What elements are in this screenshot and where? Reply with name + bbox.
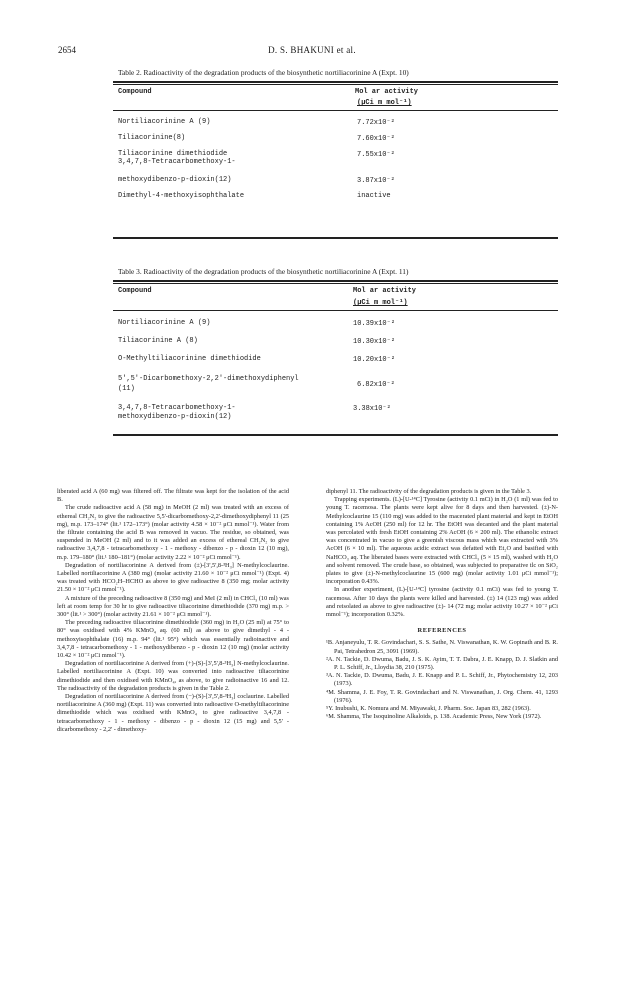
table3-row-value: 10.20x10⁻² (353, 356, 396, 364)
table2-header-rule (113, 110, 558, 111)
paragraph: In another experiment, (L)-[U-¹⁴C] tyrosine (activity 0.1 mCi) was fed to young T. racemosa. After 10 days the plants were killed and harvested. (±) 14 (123 mg) was added and reisolated as above to give radioactive (±)- 14 (72 mg; molar activity 10.27 × 10⁻² μCi mmol⁻¹); incorporation 0.32%. (326, 586, 558, 619)
table2-row-name: Tiliacorinine dimethiodide (118, 150, 228, 158)
table3-row-name: 5',5'-Dicarbomethoxy-2,2'-dimethoxydiphenyl (118, 375, 299, 383)
paragraph: The crude radioactive acid A (58 mg) in MeOH (2 ml) was treated with an excess of ethereal CH₂N₂ to give the radioactive 5,5'-dicarbomethoxy-2,2'-dimethoxydiphenyl 11 (25 mg), m.p. 173–174° (lit.¹ 172–173°) (molar activity 4.58 × 10⁻² μCi mmol⁻¹). Water from the filtrate containing the acid B was removed in vacuo. The residue, so obtained, was suspended in MeOH (2 ml) and to it was added an excess of ethereal CH₂N₂ to give radioactive 3,4,7,8 - tetracarbomethoxy - 1 - methoxy - dibenzo - p - dioxin 12 (10 mg), m.p. 179–180° (lit.¹ 180–181°) (molar activity 2.22 × 10⁻² μCi mmol⁻¹). (57, 504, 289, 561)
reference-item: ⁴M. Shamma, J. E. Foy, T. R. Govindachari and N. Viswanathan, J. Org. Chem. 41, 1293 (1976). (326, 688, 558, 704)
table2-col-activity: Mol ar activity (355, 88, 419, 96)
table3-col-compound: Compound (118, 287, 152, 295)
table3-row-name: 3,4,7,8-Tetracarbomethoxy-1- (118, 404, 236, 412)
references-heading: REFERENCES (417, 627, 467, 635)
running-authors: D. S. BHAKUNI et al. (268, 45, 356, 55)
table3-row-name: Tiliacorinine A (8) (118, 337, 198, 345)
table3-row-value: 3.38x10⁻² (353, 405, 391, 413)
table3-caption: Table 3. Radioactivity of the degradation products of the biosynthetic nortiliacorinine A (Expt. 11) (118, 267, 409, 276)
paragraph: A mixture of the preceding radioactive 8 (350 mg) and MeI (2 ml) in CHCl₃ (10 ml) was left at room temp for 30 hr to give radioactive tiliacorinine dimethiodide (370 mg) m.p. > 300° (lit.¹ > 300°) (molar activity 21.61 × 10⁻² μCi mmol⁻¹). (57, 594, 289, 619)
table2-col-units: (μCi m mol⁻¹) (357, 99, 412, 107)
left-text-column (57, 488, 289, 734)
table3-row-name: methoxydibenzo-p-dioxin(12) (118, 413, 232, 421)
paragraph: Degradation of nortiliacorinine A derived from (±)-[3',5',8-³H₃] N-methylcoclaurine. Labelled nortiliacorinine A (380 mg) (molar activity 21.60 × 10⁻² μCi mmol⁻¹) (Expt. 4) was treated with HCO₂H–HCHO as above to give radioactive 8 (350 mg; molar activity 21.50 × 10⁻² μCi mmol⁻¹). (57, 561, 289, 594)
table2-row-name: methoxydibenzo-p-dioxin(12) (118, 176, 232, 184)
paragraph: Degradation of nortiliacorinine A derived from (+)-(S)-[3',5',8-³H₃] N-methylcoclaurine. Labelled nortiliacorinine A (Expt. 10) was converted into radioactive tiliacorinine dimethiodide and then oxidised with KMnO₄, as above, to give radioinactive 16 and 12. The radioactivity of the degradation products is given in the Table 2. (57, 660, 289, 692)
table2-row-value: 3.87x10⁻² (357, 177, 395, 185)
table3-top-rule (113, 280, 558, 282)
reference-item: ⁵Y. Inubushi, K. Nomura and M. Miyawaki, J. Pharm. Soc. Japan 83, 282 (1963). (326, 705, 531, 713)
table3-row-name: Nortiliacorinine A (9) (118, 319, 211, 327)
table2-row-value: 7.55x10⁻² (357, 151, 395, 159)
table2-col-compound: Compound (118, 88, 152, 96)
running-header (0, 45, 624, 59)
table2-top-rule-2 (113, 84, 558, 85)
paragraph: liberated acid A (60 mg) was filtered off. The filtrate was kept for the isolation of the acid B. (57, 488, 289, 504)
paragraph: Degradation of nortiliacorinine A derived from (−)-(S)-[3',5',8-³H₃] coclaurine. Labelled nortiliacorinine A (360 mg) (Expt. 11) was converted into radioactive O-methyltiliacorinine dimethiodide which was oxidised with KMnO₄ to give radioactive 3,4,7,8 - tetracarbomethoxy - 1 - methoxy - dibenzo - p - dioxin 12 (15 mg) and 5,5' - dicarbomethoxy - 2,2' - dimethoxy- (57, 693, 289, 733)
table3-row-name: (11) (118, 385, 135, 393)
table3-bottom-rule (113, 434, 558, 436)
table3-col-activity: Mol ar activity (353, 287, 417, 295)
table3-row-value: 10.30x10⁻² (353, 338, 396, 346)
page-number: 2654 (58, 45, 76, 55)
paragraph: Trapping experiments. (L)-[U-¹⁴C] Tyrosine (activity 0.1 mCi) in H₂O (1 ml) was fed to young T. racemosa. The plants were kept alive for 8 days and then harvested. (±)-N-Methylcoclaurine 15 (110 mg) was added to the macerated plant material and kept in EtOH containing 1% AcOH (250 ml) for 12 hr. The EtOH was decanted and the plant material was percolated with fresh EtOH containing 2% AcOH (6 × 200 ml). The ethanolic extract was concentrated in vacuo to give a greenish viscous mass which was extracted with 3% AcOH (6 × 10 ml). The aqueous acidic extract was defatted with Et₂O and basified with NaHCO₃ aq. The liberated bases were extracted with CHCl₃ (5 × 15 ml), washed with H₂O and solvent removed. The crude base, so obtained, was subjected to preparative tlc on SiO₂ plates to give (±)-N-methylcoclaurine 15 (600 mg) (molar activity 1.01 μCi mmol⁻¹); incorporation 0.43%. (326, 496, 558, 586)
table2-row-name: 3,4,7,8-Tetracarbomethoxy-1- (118, 158, 236, 166)
reference-item: ²A. N. Tackie, D. Dwuma, Badu, J. S. K. Ayim, T. T. Dabra, J. E. Knapp, D. J. Slatkin and P. L. Schiff, Jr., Lloydia 38, 210 (1975). (326, 655, 558, 672)
reference-item: ¹B. Anjaneyulu, T. R. Govindachari, S. S. Sathe, N. Viswanathan, K. W. Gopinath and B. R. Pai, Tetrahedron 25, 3091 (1969). (326, 639, 558, 655)
reference-item: ⁶M. Shamma, The Isoquinoline Alkaloids, p. 138. Academic Press, New York (1972). (326, 713, 542, 721)
table3-row-value: 6.82x10⁻² (357, 381, 395, 389)
table2-row-name: Nortiliacorinine A (9) (118, 118, 211, 126)
table2-row-name: Dimethyl-4-methoxyisophthalate (118, 192, 245, 200)
table2-caption: Table 2. Radioactivity of the degradation products of the biosynthetic nortiliacorinine A (Expt. 10) (118, 68, 409, 77)
table2-row-value: inactive (357, 192, 391, 200)
table2-row-value: 7.60x10⁻² (357, 135, 395, 143)
reference-item: ³A. N. Tackie, D. Dwuma, Badu, J. E. Knapp and P. L. Schiff, Jr., Phytochemistry 12, 203 (1973). (326, 672, 558, 688)
table2-row-value: 7.72x10⁻² (357, 119, 395, 127)
table2-top-rule (113, 81, 558, 83)
table3-header-rule (113, 310, 558, 311)
table3-row-value: 10.39x10⁻² (353, 320, 396, 328)
table2-row-name: Tiliacorinine(8) (118, 134, 186, 142)
paragraph: The preceding radioactive tiliacorinine dimethiodide (360 mg) in H₂O (25 ml) at 75° to 80° was oxidised with 4% KMnO₄ aq. (60 ml) as above to give dimethyl - 4 - methoxyisophthalate (16) m.p. 94° (lit.¹ 95°) which was essentially radioinactive and 3,4,7,8 - tetracarbomethoxy - 1 - methoxydibenzo - p - dioxin 12 (10 mg) (molar activity 10.42 × 10⁻² μCi mmol⁻¹). (57, 619, 289, 660)
table3-col-units: (μCi m mol⁻¹) (353, 299, 408, 307)
table3-top-rule-2 (113, 283, 558, 284)
paragraph: diphenyl 11. The radioactivity of the degradation products is given in the Table 3. (326, 488, 532, 495)
right-text-column (326, 488, 558, 721)
table2-bottom-rule (113, 237, 558, 239)
table3-row-name: O-Methyltiliacorinine dimethiodide (118, 355, 261, 363)
